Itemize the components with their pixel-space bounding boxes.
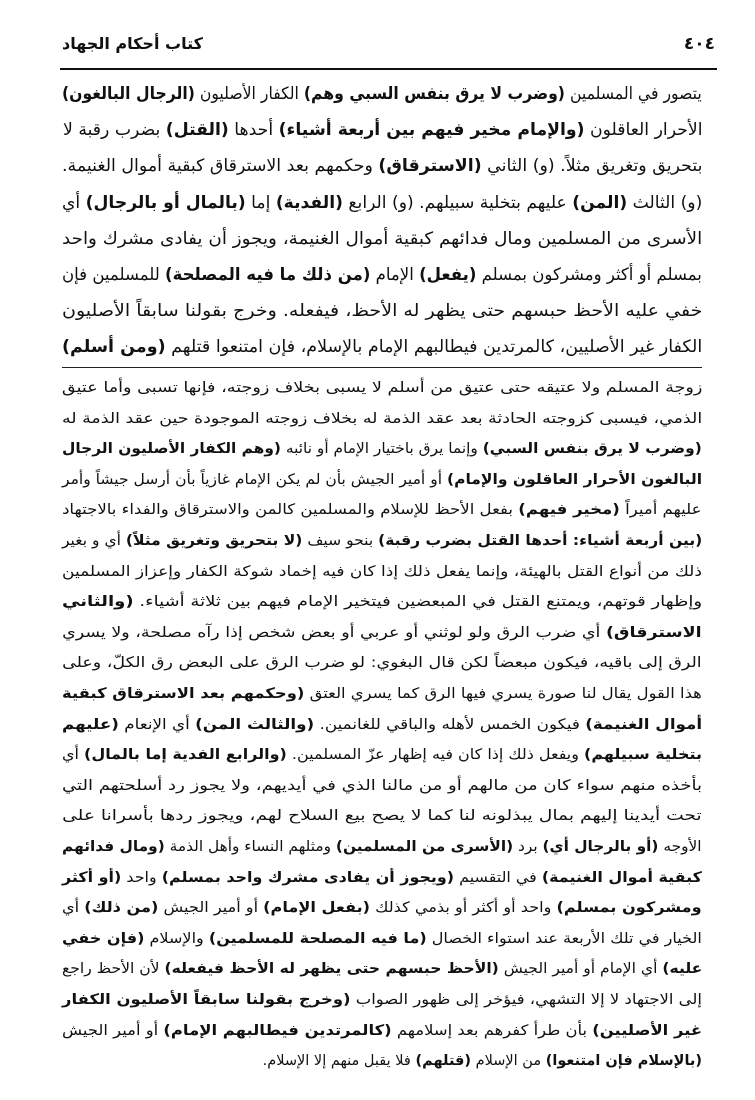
footnote-line bbox=[62, 686, 702, 702]
text-segment: فيكون الخمس لأهله والباقي للغانمين. bbox=[314, 716, 586, 733]
main-line bbox=[62, 337, 702, 357]
footnote-line bbox=[62, 808, 702, 824]
bold-matn-text: (مخير فيهم) bbox=[518, 502, 621, 519]
bold-matn-text: (عليهم bbox=[61, 716, 119, 733]
text-segment: واحد bbox=[121, 869, 162, 886]
footnote-line bbox=[62, 655, 702, 671]
bold-matn-text: كبقية أموال الغنيمة) bbox=[541, 869, 702, 886]
footnote-line bbox=[62, 839, 702, 855]
text-segment: الخيار في تلك الأربعة عند استواء الخصال bbox=[426, 930, 702, 947]
text-segment: وإنما يرق باختيار الإمام أو نائبه bbox=[281, 441, 483, 458]
footnote-line bbox=[62, 564, 702, 580]
text-segment: أي bbox=[62, 900, 85, 917]
footnote-line bbox=[62, 1023, 702, 1039]
text-segment: ذلك من أنواع القتل بالهيئة، وإنما يفعل ذلك إذا كان فيه إخماد شوكة الكفار وإعزاز المسلمين bbox=[62, 563, 702, 580]
text-segment: الكفار الأصليون bbox=[195, 84, 305, 104]
text-segment: الأسرى من المسلمين ومال فدائهم كبقية أموال الغنيمة، ويجوز أن يفادى مشرك واحد bbox=[61, 228, 702, 249]
main-line bbox=[62, 84, 702, 104]
text-segment: هذا القول يقال لنا صورة يسري فيها الرق كما يسري العتق bbox=[304, 686, 702, 702]
header-rule bbox=[60, 68, 717, 70]
bold-matn-text: الاسترقاق) bbox=[606, 624, 702, 641]
bold-matn-text: (الاسترقاق) bbox=[377, 156, 482, 177]
text-segment: يتصور في المسلمين bbox=[565, 84, 702, 104]
footnote-line bbox=[62, 533, 702, 549]
bold-matn-text: البالغون الأحرار العاقلون والإمام) bbox=[446, 471, 702, 488]
text-segment: أو أمير الجيش bbox=[61, 1022, 164, 1039]
text-segment: أي bbox=[62, 747, 85, 764]
text-segment: واحد أو أكثر أو بذمي كذلك bbox=[370, 900, 557, 917]
footnote-separator bbox=[62, 367, 702, 368]
bold-matn-text: (وضرب لا يرق بنفس السبي وهم) bbox=[304, 84, 566, 104]
bold-matn-text: (والثاني bbox=[61, 594, 134, 611]
text-segment: عليهم أميراً bbox=[620, 502, 702, 519]
text-segment: أي ضرب الرق ولو لوثني أو عربي أو بعض شخص إذا رآه مصلحة، ولا يسري bbox=[62, 624, 607, 641]
footnote-line bbox=[63, 502, 702, 518]
text-segment: الكفار غير الأصليين، كالمرتدين فيطالبهم الإمام بالإسلام، فإن امتنعوا قتلهم bbox=[165, 337, 702, 358]
main-line bbox=[62, 229, 702, 249]
text-segment: الأوجه bbox=[658, 839, 702, 855]
bold-matn-text: (قتلهم) bbox=[415, 1053, 471, 1070]
main-line bbox=[62, 156, 702, 176]
bold-matn-text: (الرجال البالغون) bbox=[62, 84, 196, 104]
text-segment: بنحو سيف bbox=[302, 533, 378, 549]
bold-matn-text: غير الأصليين) bbox=[592, 1022, 702, 1039]
footnote-line bbox=[62, 747, 702, 763]
text-segment: بضرب رقبة لا bbox=[62, 120, 166, 141]
bold-matn-text: (فإن خفي bbox=[62, 930, 145, 947]
text-segment: وحكمهم بعد الاسترقاق كبقية أموال الغنيمة. bbox=[61, 156, 378, 177]
bold-matn-text: (أو أكثر bbox=[62, 869, 122, 886]
text-segment: من الإسلام bbox=[471, 1053, 546, 1070]
bold-matn-text: (ومال فدائهم bbox=[62, 839, 166, 855]
footnote-line bbox=[62, 441, 702, 457]
bold-matn-text: أموال الغنيمة) bbox=[585, 716, 702, 733]
text-segment: الإمام bbox=[370, 265, 420, 285]
footnote-line bbox=[62, 594, 702, 610]
bold-matn-text: (والرابع الفدية إما بالمال) bbox=[84, 747, 287, 764]
bold-matn-text: (الأحظ حبسهم حتى يظهر له الأحظ فيفعله) bbox=[164, 961, 499, 978]
text-segment: للمسلمين فإن bbox=[62, 265, 166, 285]
main-line bbox=[62, 193, 702, 213]
footnote-line bbox=[62, 900, 702, 916]
bold-matn-text: (يفعل) bbox=[419, 265, 477, 285]
text-segment: أي الإنعام bbox=[118, 716, 195, 733]
bold-matn-text: (الأسرى من المسلمين) bbox=[336, 839, 514, 855]
bold-matn-text: (الفدية) bbox=[275, 192, 343, 213]
text-segment: لأن الأحظ راجع bbox=[61, 961, 165, 978]
text-segment: إما bbox=[245, 192, 276, 213]
footnote-line bbox=[62, 931, 702, 947]
text-segment: بمسلم أو أكثر ومشركون بمسلم bbox=[476, 265, 702, 285]
book-section-title: كتاب أحكام الجهاد bbox=[62, 34, 203, 53]
bold-matn-text: (من ذلك ما فيه المصلحة) bbox=[165, 265, 371, 285]
bold-matn-text: (لا بتحريق وتغريق مثلاً) bbox=[125, 533, 303, 549]
bold-matn-text: (ومن أسلم) bbox=[61, 337, 166, 358]
bold-matn-text: (أو بالرجال أي) bbox=[542, 839, 659, 855]
text-segment: ومثلهم النساء وأهل الذمة bbox=[165, 839, 337, 855]
text-segment: أو أمير الجيش bbox=[158, 900, 264, 917]
main-line bbox=[63, 120, 702, 140]
text-segment: خفي عليه الأحظ حبسهم حتى يظهر له الأحظ، فيفعله. وخرج بقولنا سابقاً الأصليون bbox=[61, 301, 702, 322]
footnote-line bbox=[62, 717, 702, 733]
bold-matn-text: (ما فيه المصلحة للمسلمين) bbox=[209, 930, 427, 947]
bold-matn-text: (ويجوز أن يفادى مشرك واحد بمسلم) bbox=[161, 869, 455, 886]
footnote-line bbox=[62, 961, 702, 977]
page-number: ٤٠٤ bbox=[683, 34, 715, 54]
text-segment: تحت أيدينا إليهم بمال يبذلونه لنا كما لا يصح بيع السلاح لهم، ويجوز ردها بأسرانا على bbox=[62, 808, 702, 825]
text-segment: أحدها bbox=[228, 120, 279, 141]
text-segment: بأن طرأ كفرهم بعد إسلامهم bbox=[391, 1022, 593, 1039]
footnote-line bbox=[62, 992, 702, 1008]
text-segment: فلا يقبل منهم إلا الإسلام. bbox=[262, 1053, 416, 1070]
bold-matn-text: ومشركون بمسلم) bbox=[556, 900, 702, 917]
bold-matn-text: (بفعل الإمام) bbox=[263, 900, 371, 917]
bold-matn-text: بتخلية سبيلهم) bbox=[584, 747, 702, 764]
bold-matn-text: (من ذلك) bbox=[84, 900, 159, 917]
text-segment: الأحرار العاقلون bbox=[583, 120, 702, 141]
bold-matn-text: عليه) bbox=[662, 961, 702, 978]
bold-matn-text: (وحكمهم بعد الاسترقاق كبقية bbox=[62, 686, 305, 702]
main-line bbox=[62, 265, 702, 285]
footnote-line bbox=[62, 778, 702, 794]
footnote-line bbox=[62, 411, 702, 427]
footnote-line bbox=[62, 625, 702, 641]
bold-matn-text: (كالمرتدين فيطالبهم الإمام) bbox=[163, 1022, 392, 1039]
text-segment: عليهم بتخلية سبيلهم. (و) الرابع bbox=[342, 192, 572, 213]
main-line bbox=[62, 301, 702, 321]
text-segment: أي bbox=[61, 192, 86, 213]
text-segment: أو أمير الجيش بأن لم يكن الإمام غازياً بأن أرسل جيشاً وأمر bbox=[61, 471, 447, 488]
text-segment: زوجة المسلم ولا عتيقه حتى عتيق من أسلم لا يسبى بخلاف زوجته، فإنها تسبى وأما عتيق bbox=[61, 380, 702, 396]
bold-matn-text: (وهم الكفار الأصليون الرجال bbox=[62, 441, 282, 458]
bold-matn-text: (وخرج بقولنا سابقاً الأصليون الكفار bbox=[62, 992, 351, 1008]
text-segment: أي و بغير bbox=[61, 533, 126, 549]
text-segment: إلى الاجتهاد لا إلا التشهي، فيؤخر إلى ظهور الصواب bbox=[350, 992, 702, 1008]
text-segment: والإسلام bbox=[144, 930, 210, 947]
bold-matn-text: (بين أربعة أشياء: أحدها القتل بضرب رقبة) bbox=[377, 533, 702, 549]
footnote-line bbox=[62, 870, 702, 886]
text-segment: بأخذه منهم سواء كان من مالهم أو من مالنا الذي في أيديهم، ولا يجوز رد أسلحتهم التي bbox=[62, 777, 702, 794]
bold-matn-text: (المن) bbox=[571, 192, 627, 213]
text-segment: ويفعل ذلك إذا كان فيه إظهار عزّ المسلمين. bbox=[286, 747, 585, 764]
bold-matn-text: (بالمال أو بالرجال) bbox=[85, 192, 246, 213]
bold-matn-text: (وضرب لا يرق بنفس السبي) bbox=[482, 441, 702, 458]
bold-matn-text: (والثالث المن) bbox=[194, 716, 315, 733]
text-segment: في التقسيم bbox=[454, 869, 542, 886]
text-segment: الرق إلى باقيه، فيكون مبعضاً لكن قال البغوي: لو ضرب الرق على البعض رق الكلّ، وعلى bbox=[62, 655, 702, 672]
bold-matn-text: (بالإسلام فإن امتنعوا) bbox=[545, 1053, 702, 1070]
bold-matn-text: (والإمام مخير فيهم بين أربعة أشياء) bbox=[278, 120, 584, 141]
text-segment: بتحريق وتغريق مثلاً. (و) الثاني bbox=[481, 156, 702, 177]
bold-matn-text: (القتل) bbox=[165, 120, 229, 141]
text-segment: أي الإمام أو أمير الجيش bbox=[498, 961, 663, 978]
footnote-line bbox=[61, 380, 702, 396]
text-segment: بفعل الأحظ للإسلام والمسلمين كالمن والاسترقاق والفداء بالاجتهاد bbox=[62, 502, 519, 519]
text-segment: برد bbox=[513, 839, 543, 855]
footnote-line bbox=[263, 1053, 702, 1069]
footnote-line bbox=[62, 472, 702, 488]
text-segment: (و) الثالث bbox=[626, 192, 702, 213]
text-segment: وإظهار قوتهم، ويمتنع القتل في المبعضين فيتخير الإمام فيهم بين ثلاثة أشياء. bbox=[133, 594, 702, 611]
text-segment: الذمي، فيسبى كزوجته الحادثة بعد عقد الذمة له بخلاف زوجته الموجودة حين عقد الذمة له bbox=[61, 410, 702, 427]
